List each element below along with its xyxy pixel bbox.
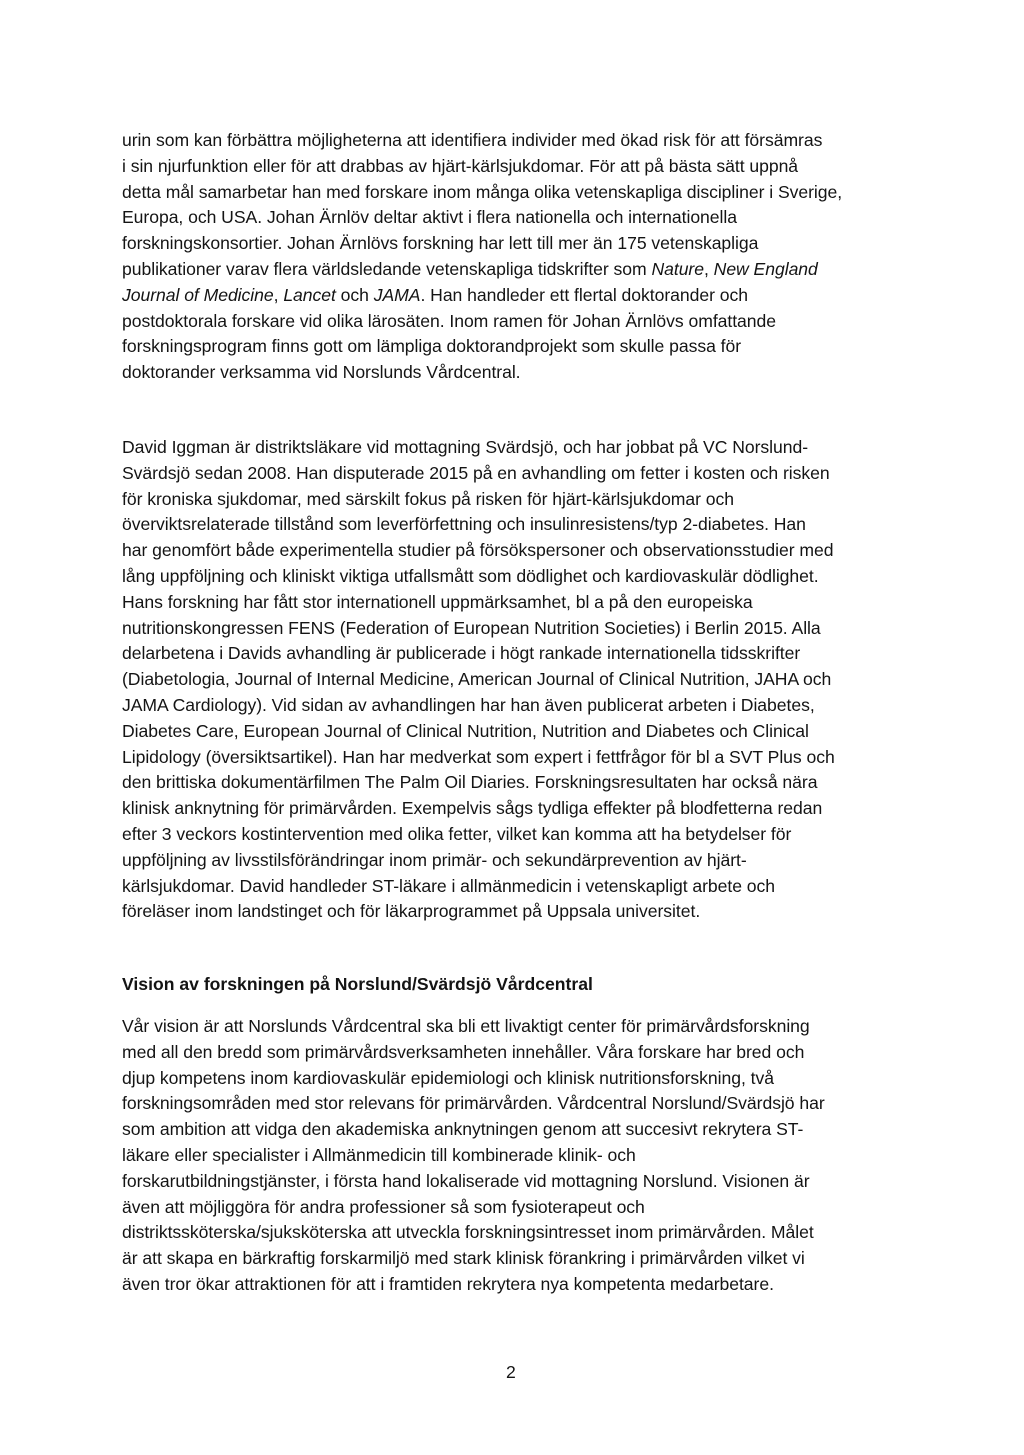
text-line: forskningskonsortier. Johan Ärnlövs forskning har lett till mer än 175 vetenskapliga xyxy=(122,233,759,254)
page-number: 2 xyxy=(506,1362,516,1382)
text-line: för kroniska sjukdomar, med särskilt fokus på risken för hjärt-kärlsjukdomar och xyxy=(122,488,735,509)
text-line: i sin njurfunktion eller för att drabbas av hjärt-kärlsjukdomar. För att på bästa sätt uppnå xyxy=(122,155,799,176)
text-line: Diabetes Care, European Journal of Clinical Nutrition, Nutrition and Diabetes och Clinical xyxy=(122,720,809,741)
text-line: Svärdsjö sedan 2008. Han disputerade 2015 på en avhandling om fetter i kosten och risken xyxy=(122,462,830,483)
text-line: klinisk anknytning för primärvården. Exempelvis sågs tydliga effekter på blodfetterna redan xyxy=(122,798,823,819)
text-line: Hans forskning har fått stor internationell uppmärksamhet, bl a på den europeiska xyxy=(122,591,753,612)
text-line: som ambition att vidga den akademiska anknytningen genom att succesivt rekrytera ST- xyxy=(122,1119,804,1140)
text-line: lång uppföljning och kliniskt viktiga utfallsmått som dödlighet och kardiovaskulär dödlighet. xyxy=(122,565,819,586)
text-line: delarbetena i Davids avhandling är publicerade i högt rankade internationella tidsskrifter xyxy=(122,643,801,664)
journal-name-italic: Nature xyxy=(651,258,704,279)
paragraph-david-iggman xyxy=(122,435,912,925)
text-line: efter 3 veckors kostintervention med olika fetter, vilket kan komma att ha betydelser för xyxy=(122,823,792,844)
text-segment: , xyxy=(703,258,714,279)
text-line: föreläser inom landstinget och för läkarprogrammet på Uppsala universitet. xyxy=(122,901,701,922)
text-line: doktorander verksamma vid Norslunds Vårdcentral. xyxy=(122,362,521,383)
text-line: David Iggman är distriktsläkare vid mottagning Svärdsjö, och har jobbat på VC Norslund- xyxy=(122,437,809,457)
text-line xyxy=(122,283,912,309)
text-line: uppföljning av livsstilsförändringar inom primär- och sekundärprevention av hjärt- xyxy=(122,849,747,870)
text-line: detta mål samarbetar han med forskare inom många olika vetenskapliga discipliner i Sverige, xyxy=(122,181,843,202)
text-line: Europa, och USA. Johan Ärnlöv deltar aktivt i flera nationella och internationella xyxy=(122,207,737,228)
paragraph-vision xyxy=(122,1014,912,1298)
text-line: nutritionskongressen FENS (Federation of European Nutrition Societies) i Berlin 2015. Alla xyxy=(122,617,821,638)
text-segment: . Han handleder ett flertal doktorander och xyxy=(420,284,748,305)
text-line: distriktssköterska/sjuksköterska att utveckla forskningsintresset inom primärvården. Målet xyxy=(122,1222,814,1243)
journal-name-italic: New England xyxy=(713,258,818,279)
text-line xyxy=(122,257,912,283)
text-line: överviktsrelaterade tillstånd som leverförfettning och insulinresistens/typ 2-diabetes. Han xyxy=(122,514,806,535)
text-segment: , xyxy=(273,284,284,305)
text-segment: och xyxy=(335,284,374,305)
text-line: med all den bredd som primärvårdsverksamheten innehåller. Våra forskare har bred och xyxy=(122,1041,805,1062)
text-line: har genomfört både experimentella studier på försökspersoner och observationsstudier med xyxy=(122,540,834,561)
text-line: postdoktorala forskare vid olika lärosäten. Inom ramen för Johan Ärnlövs omfattande xyxy=(122,310,777,331)
journal-name-italic: Lancet xyxy=(283,284,336,305)
text-line: den brittiska dokumentärfilmen The Palm Oil Diaries. Forskningsresultaten har också nära xyxy=(122,772,818,793)
text-line: JAMA Cardiology). Vid sidan av avhandlingen har han även publicerat arbeten i Diabetes, xyxy=(122,694,815,715)
text-line: även tror ökar attraktionen för att i framtiden rekrytera nya kompetenta medarbetare. xyxy=(122,1273,774,1294)
text-line: forskarutbildningstjänster, i första hand lokaliserade vid mottagning Norslund. Visionen är xyxy=(122,1170,810,1191)
text-line: djup kompetens inom kardiovaskulär epidemiologi och klinisk nutritionsforskning, två xyxy=(122,1067,774,1088)
text-line: Vår vision är att Norslunds Vårdcentral ska bli ett livaktigt center för primärvårdsforskning xyxy=(122,1016,810,1036)
text-line: forskningsområden med stor relevans för primärvården. Vårdcentral Norslund/Svärdsjö har xyxy=(122,1093,825,1114)
text-line: även att möjliggöra för andra professioner så som fysioterapeut och xyxy=(122,1196,645,1217)
section-heading: Vision av forskningen på Norslund/Svärdsjö Vårdcentral xyxy=(122,974,593,994)
text-line: är att skapa en bärkraftig forskarmiljö med stark klinisk förankring i primärvården vilket vi xyxy=(122,1248,805,1269)
journal-name-italic: JAMA xyxy=(373,284,421,305)
text-line: (Diabetologia, Journal of Internal Medicine, American Journal of Clinical Nutrition, JAHA och xyxy=(122,669,832,690)
paragraph-johan-arnlov xyxy=(122,128,912,386)
text-line: läkare eller specialister i Allmänmedicin till kombinerade klinik- och xyxy=(122,1144,636,1165)
text-segment: publikationer varav flera världsledande vetenskapliga tidskrifter som xyxy=(122,258,652,279)
text-line: Lipidology (översiktsartikel). Han har medverkat som expert i fettfrågor för bl a SVT Plus och xyxy=(122,746,835,767)
text-line: forskningsprogram finns gott om lämpliga doktorandprojekt som skulle passa för xyxy=(122,336,742,357)
journal-name-italic: Journal of Medicine xyxy=(122,284,274,305)
text-line: kärlsjukdomar. David handleder ST-läkare i allmänmedicin i vetenskapligt arbete och xyxy=(122,875,776,896)
text-line: urin som kan förbättra möjligheterna att identifiera individer med ökad risk för att försämras xyxy=(122,130,823,150)
